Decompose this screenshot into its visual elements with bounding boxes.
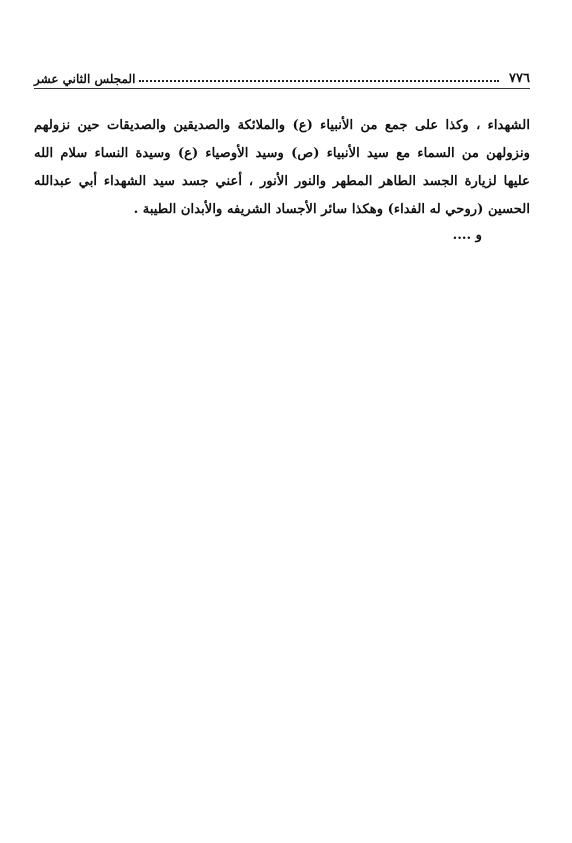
paragraph-line: ونزولهن من السماء مع سيد الأنبياء (ص) وسيد الأوصياء (ع) وسيدة النساء سلام الله bbox=[34, 146, 530, 161]
paragraph-line: الحسين (روحي له الفداء) وهكذا سائر الأجساد الشريفه والأبدان الطيبة . bbox=[133, 202, 530, 217]
header-dot-leader bbox=[139, 70, 499, 82]
page-number: ٧٧٦ bbox=[509, 71, 530, 86]
header-divider bbox=[34, 88, 530, 89]
chapter-title: المجلس الثاني عشر bbox=[34, 72, 136, 86]
paragraph-line: عليها لزيارة الجسد الطاهر المطهر والنور الأنور ، أعني جسد سيد الشهداء أبي عبدالله bbox=[34, 174, 530, 189]
paragraph-line: الشهداء ، وكذا على جمع من الأنبياء (ع) والملائكة والصديقين والصديقات حين نزولهم bbox=[34, 118, 530, 133]
body-paragraph bbox=[34, 112, 530, 224]
closing-ellipsis: و .... bbox=[452, 228, 482, 243]
running-header bbox=[34, 66, 530, 86]
